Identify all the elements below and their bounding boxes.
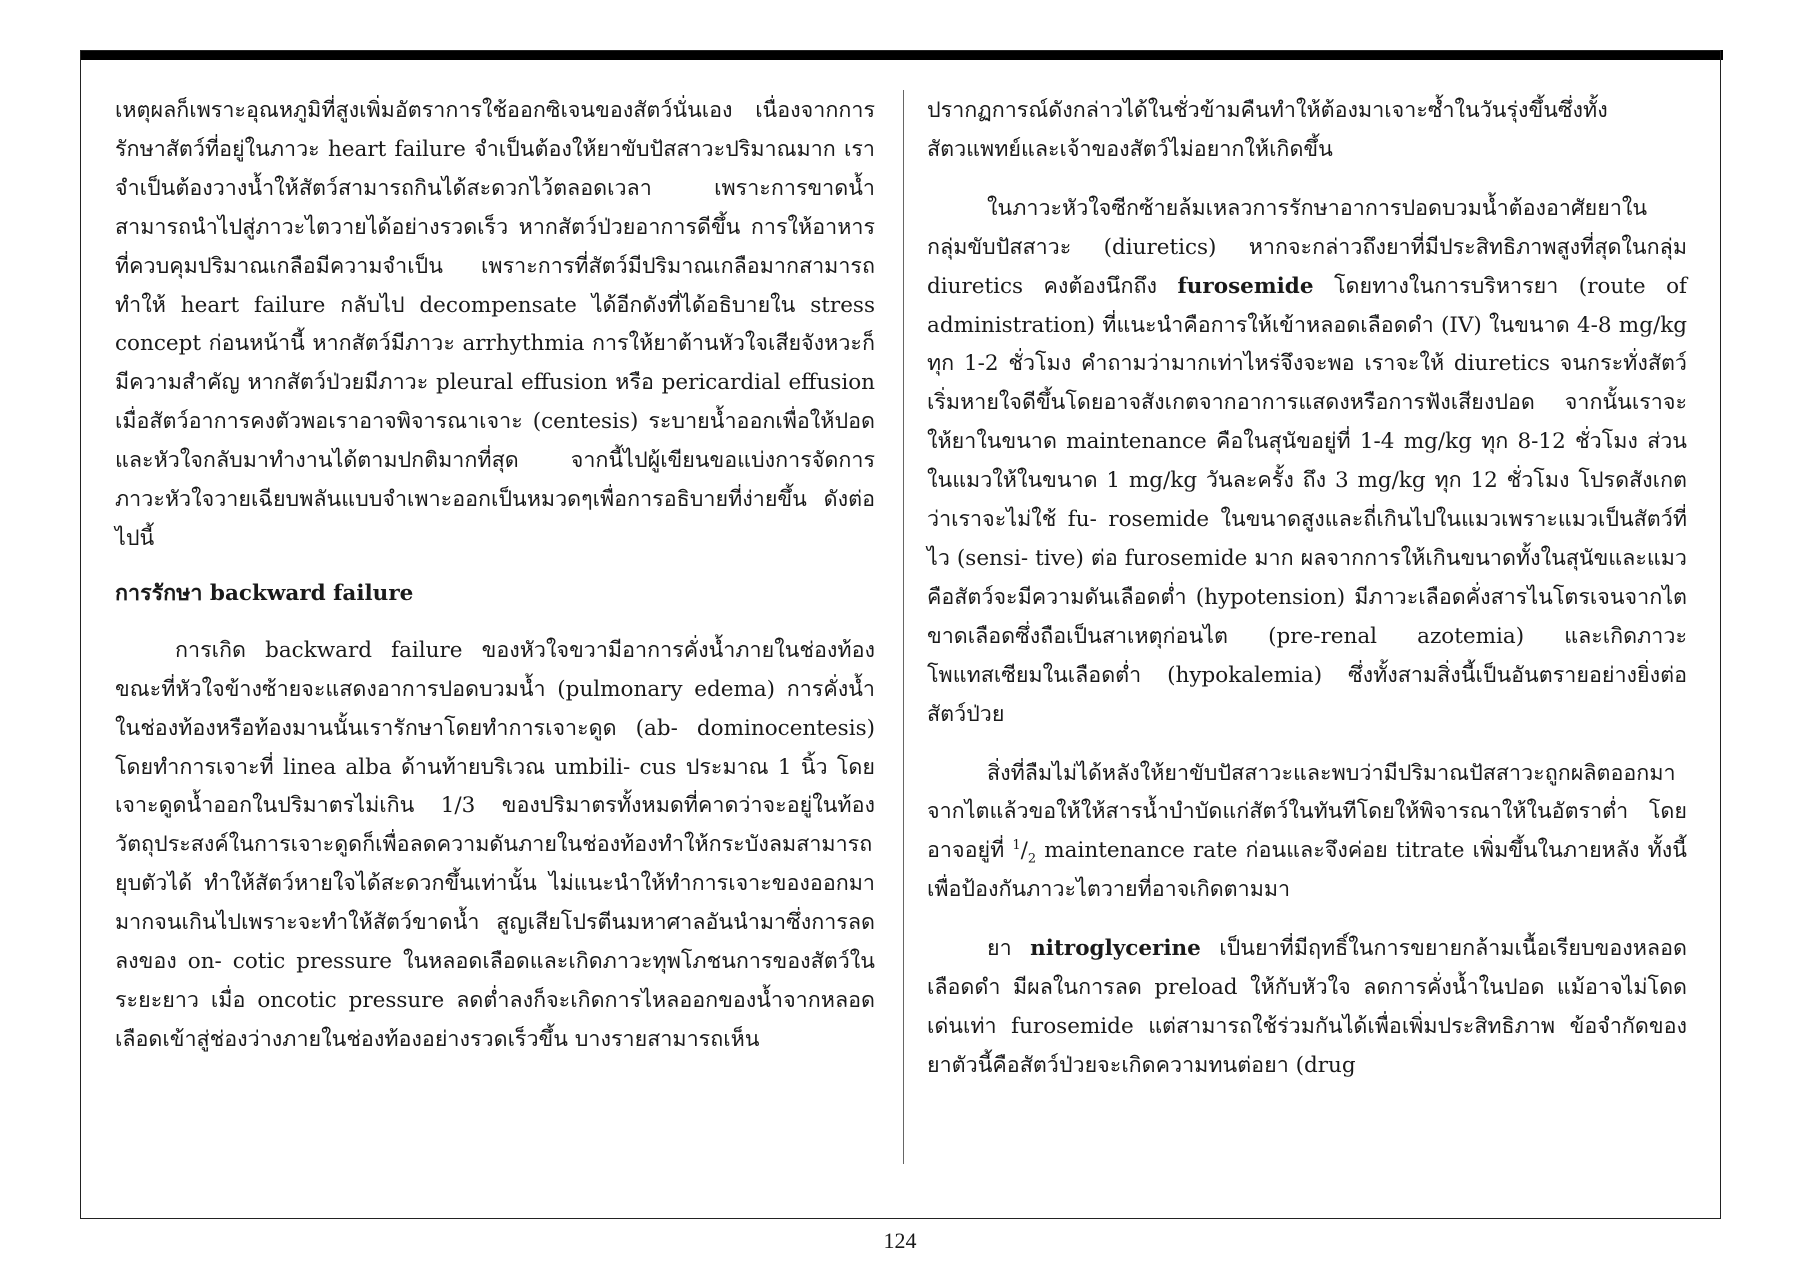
para4-text-a: ยา bbox=[987, 936, 1012, 962]
right-paragraph-3 bbox=[927, 755, 1687, 911]
right-paragraph-2 bbox=[927, 190, 1687, 735]
section-heading: การรักษา backward failure bbox=[115, 580, 414, 606]
nitroglycerine-term: nitroglycerine bbox=[1030, 936, 1201, 962]
para4-text-b: เป็นยาที่มีฤทธิ์ในการขยายกล้ามเนื้อเรียบของหลอดเลือดดำ มีผลในการลด preload ให้กับหัวใจ ลดการคั่งน้ำในปอด แม้อาจไม่โดดเด่นเท่า furosemide แต่สามารถใช้ร่วมกันได้เพื่อเพิ่มประสิทธิภาพ ข้อจำกัดของยาตัวนี้คือสัตว์ป่วยจะเกิดความทนต่อยา (drug bbox=[927, 936, 1687, 1078]
right-paragraph-1: ปรากฏการณ์ดังกล่าวได้ในชั่วข้ามคืนทำให้ต้องมาเจาะซ้ำในวันรุ่งขึ้นซึ่งทั้งสัตวแพทย์และเจ้าของสัตว์ไม่อยากให้เกิดขึ้น bbox=[927, 98, 1608, 162]
left-column bbox=[115, 92, 875, 1060]
fraction-denominator: 2 bbox=[1027, 851, 1037, 867]
fraction-slash: / bbox=[1020, 838, 1028, 864]
para3-text-a: สิ่งที่ลืมไม่ได้หลังให้ยาขับปัสสาวะและพบว่ามีปริมาณปัสสาวะถูกผลิตออกมาจากไตแล้วขอให้ให้สารน้ำบำบัดแก่สัตว์ในทันทีโดยให้พิจารณาให้ในอัตราต่ำ โดยอาจอยู่ที่ bbox=[927, 760, 1687, 864]
left-paragraph-1: เหตุผลก็เพราะอุณหภูมิที่สูงเพิ่มอัตราการใช้ออกซิเจนของสัตว์นั่นเอง เนื่องจากการรักษาสัตว์ที่อยู่ในภาวะ heart failure จำเป็นต้องให้ยาขับปัสสาวะปริมาณมาก เราจำเป็นต้องวางน้ำให้สัตว์สามารถกินได้สะดวกไว้ตลอดเวลา เพราะการขาดน้ำสามารถนำไปสู่ภาวะไตวายได้อย่างรวดเร็ว หากสัตว์ป่วยอาการดีขึ้น การให้อาหารที่ควบคุมปริมาณเกลือมีความจำเป็น เพราะการที่สัตว์มีปริมาณเกลือมากสามารถทำให้ heart failure กลับไป decompensate ได้อีกดังที่ได้อธิบายใน stress concept ก่อนหน้านี้ หากสัตว์มีภาวะ arrhythmia การให้ยาต้านหัวใจเสียจังหวะก็มีความสำคัญ หากสัตว์ป่วยมีภาวะ pleural effusion หรือ pericardial effusion เมื่อสัตว์อาการคงตัวพอเราอาจพิจารณาเจาะ (centesis) ระบายน้ำออกเพื่อให้ปอดและหัวใจกลับมาทำงานได้ตามปกติมากที่สุด จากนี้ไปผู้เขียนขอแบ่งการจัดการภาวะหัวใจวายเฉียบพลันแบบจำเพาะออกเป็นหมวดๆเพื่อการอธิบายที่ง่ายขึ้น ดังต่อไปนี้ bbox=[115, 98, 875, 551]
para3-text-b: maintenance rate ก่อนและจึงค่อย titrate เพิ่มขึ้นในภายหลัง ทั้งนี้เพื่อป้องกันภาวะไตวายที่อาจเกิดตามมา bbox=[927, 838, 1687, 903]
column-divider bbox=[903, 90, 904, 1164]
para2-text-b: โดยทางในการบริหารยา (route of administration) ที่แนะนำคือการให้เข้าหลอดเลือดดำ (IV) ในขนาด 4-8 mg/kg ทุก 1-2 ชั่วโมง คำถามว่ามากเท่าไหร่จึงจะพอ เราจะให้ diuretics จนกระทั่งสัตว์เริ่มหายใจดีขึ้นโดยอาจสังเกตจากอาการแสดงหรือการฟังเสียงปอด จากนั้นเราจะให้ยาในขนาด maintenance คือในสุนัขอยู่ที่ 1-4 mg/kg ทุก 8-12 ชั่วโมง ส่วนในแมวให้ในขนาด 1 mg/kg วันละครั้ง ถึง 3 mg/kg ทุก 12 ชั่วโมง โปรดสังเกตว่าเราจะไม่ใช้ fu- rosemide ในขนาดสูงและถี่เกินไปในแมวเพราะแมวเป็นสัตว์ที่ไว (sensi- tive) ต่อ furosemide มาก ผลจากการให้เกินขนาดทั้งในสุนัขและแมวคือสัตว์จะมีความดันเลือดต่ำ (hypotension) มีภาวะเลือดคั่งสารไนโตรเจนจากไตขาดเลือดซึ่งถือเป็นสาเหตุก่อนไต (pre-renal azotemia) และเกิดภาวะโพแทสเซียมในเลือดต่ำ (hypokalemia) ซึ่งทั้งสามสิ่งนี้เป็นอันตรายอย่างยิ่งต่อสัตว์ป่วย bbox=[927, 273, 1687, 727]
right-column bbox=[927, 92, 1687, 1086]
furosemide-term: furosemide bbox=[1177, 273, 1314, 299]
fraction-numerator: 1 bbox=[1012, 838, 1021, 854]
left-paragraph-2: การเกิด backward failure ของหัวใจขวามีอาการคั่งน้ำภายในช่องท้องขณะที่หัวใจข้างซ้ายจะแสดงอาการปอดบวมน้ำ (pulmonary edema) การคั่งน้ำในช่องท้องหรือท้องมานนั้นเรารักษาโดยทำการเจาะดูด (ab- dominocentesis) โดยทำการเจาะที่ linea alba ด้านท้ายบริเวณ umbili- cus ประมาณ 1 นิ้ว โดยเจาะดูดน้ำออกในปริมาตรไม่เกิน 1/3 ของปริมาตรทั้งหมดที่คาดว่าจะอยู่ในท้อง วัตถุประสงค์ในการเจาะดูดก็เพื่อลดความดันภายในช่องท้องทำให้กระบังลมสามารถยุบตัวได้ ทำให้สัตว์หายใจได้สะดวกขึ้นเท่านั้น ไม่แนะนำให้ทำการเจาะของออกมามากจนเกินไปเพราะจะทำให้สัตว์ขาดน้ำ สูญเสียโปรตีนมหาศาลอันนำมาซึ่งการลดลงของ on- cotic pressure ในหลอดเลือดและเกิดภาวะทุพโภชนการของสัตว์ในระยะยาว เมื่อ oncotic pressure ลดต่ำลงก็จะเกิดการไหลออกของน้ำจากหลอดเลือดเข้าสู่ช่องว่างภายในช่องท้องอย่างรวดเร็วขึ้น บางรายสามารถเห็น bbox=[115, 637, 875, 1052]
right-paragraph-4 bbox=[927, 930, 1687, 1086]
page-number: 124 bbox=[883, 1228, 917, 1253]
para2-text-a: ในภาวะหัวใจซีกซ้ายล้มเหลวการรักษาอาการปอดบวมน้ำต้องอาศัยยาในกลุ่มขับปัสสาวะ (diuretics) หากจะกล่าวถึงยาที่มีประสิทธิภาพสูงที่สุดในกลุ่ม diuretics คงต้องนึกถึง bbox=[927, 195, 1687, 299]
